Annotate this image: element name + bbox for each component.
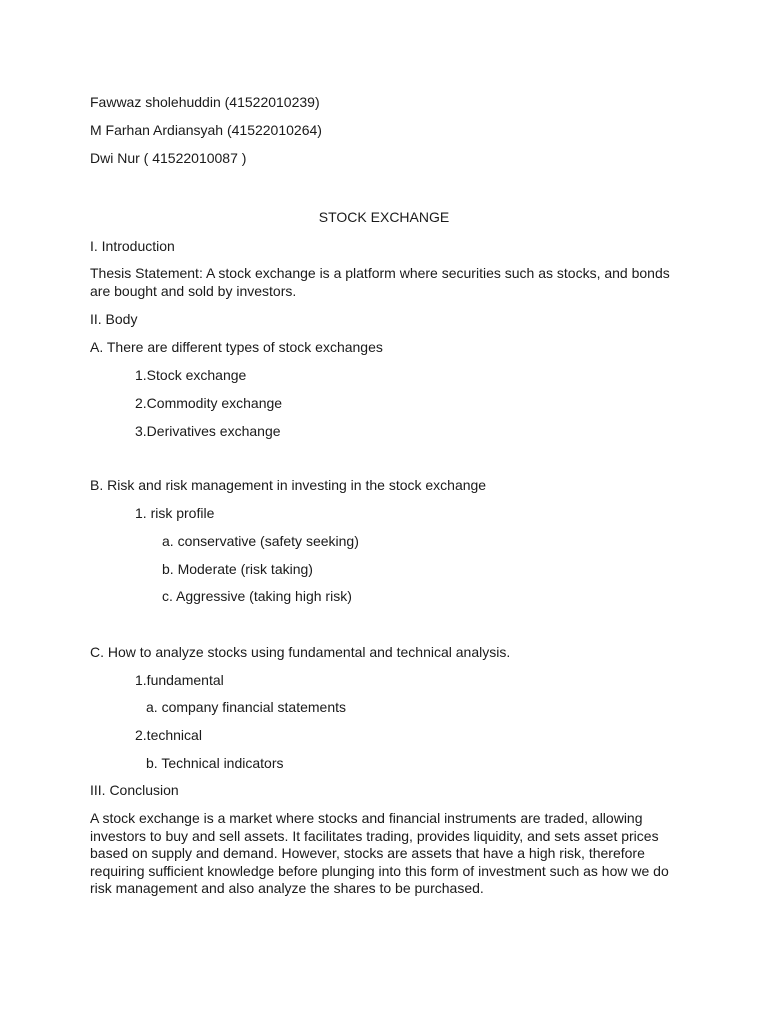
author-line: M Farhan Ardiansyah (41522010264)	[90, 122, 322, 138]
subsection-heading-c: C. How to analyze stocks using fundamental and technical analysis.	[90, 644, 511, 660]
list-item: 2.technical	[135, 727, 202, 743]
list-subitem: b. Moderate (risk taking)	[162, 561, 313, 577]
subsection-heading-a: A. There are different types of stock exchanges	[90, 339, 383, 355]
list-item: 2.Commodity exchange	[135, 395, 283, 411]
document-title: STOCK EXCHANGE	[318, 209, 450, 225]
list-item: 1. risk profile	[135, 505, 215, 521]
list-subitem: a. conservative (safety seeking)	[162, 533, 359, 549]
section-heading-body: II. Body	[90, 311, 138, 327]
list-item: 1.fundamental	[135, 672, 224, 688]
list-subitem: a. company financial statements	[146, 699, 346, 715]
list-subitem: b. Technical indicators	[146, 755, 284, 771]
author-line: Fawwaz sholehuddin (41522010239)	[90, 94, 320, 110]
author-line: Dwi Nur ( 41522010087 )	[90, 150, 247, 166]
section-heading-introduction: I. Introduction	[90, 238, 175, 254]
list-item: 3.Derivatives exchange	[135, 423, 281, 439]
thesis-statement: Thesis Statement: A stock exchange is a platform where securities such as stocks, and bonds are bought and sold by investors.	[90, 265, 670, 299]
list-subitem: c. Aggressive (taking high risk)	[162, 588, 352, 604]
conclusion-paragraph: A stock exchange is a market where stocks and financial instruments are traded, allowing investors to buy and sell assets. It facilitates trading, provides liquidity, and sets asset prices based on supply and demand. However, stocks are assets that have a high risk, therefore requiring sufficient knowledge before plunging into this form of investment such as how we do risk management and also analyze the shares to be purchased.	[90, 810, 669, 896]
section-heading-conclusion: III. Conclusion	[90, 782, 179, 798]
subsection-heading-b: B. Risk and risk management in investing in the stock exchange	[90, 477, 487, 493]
list-item: 1.Stock exchange	[135, 367, 247, 383]
